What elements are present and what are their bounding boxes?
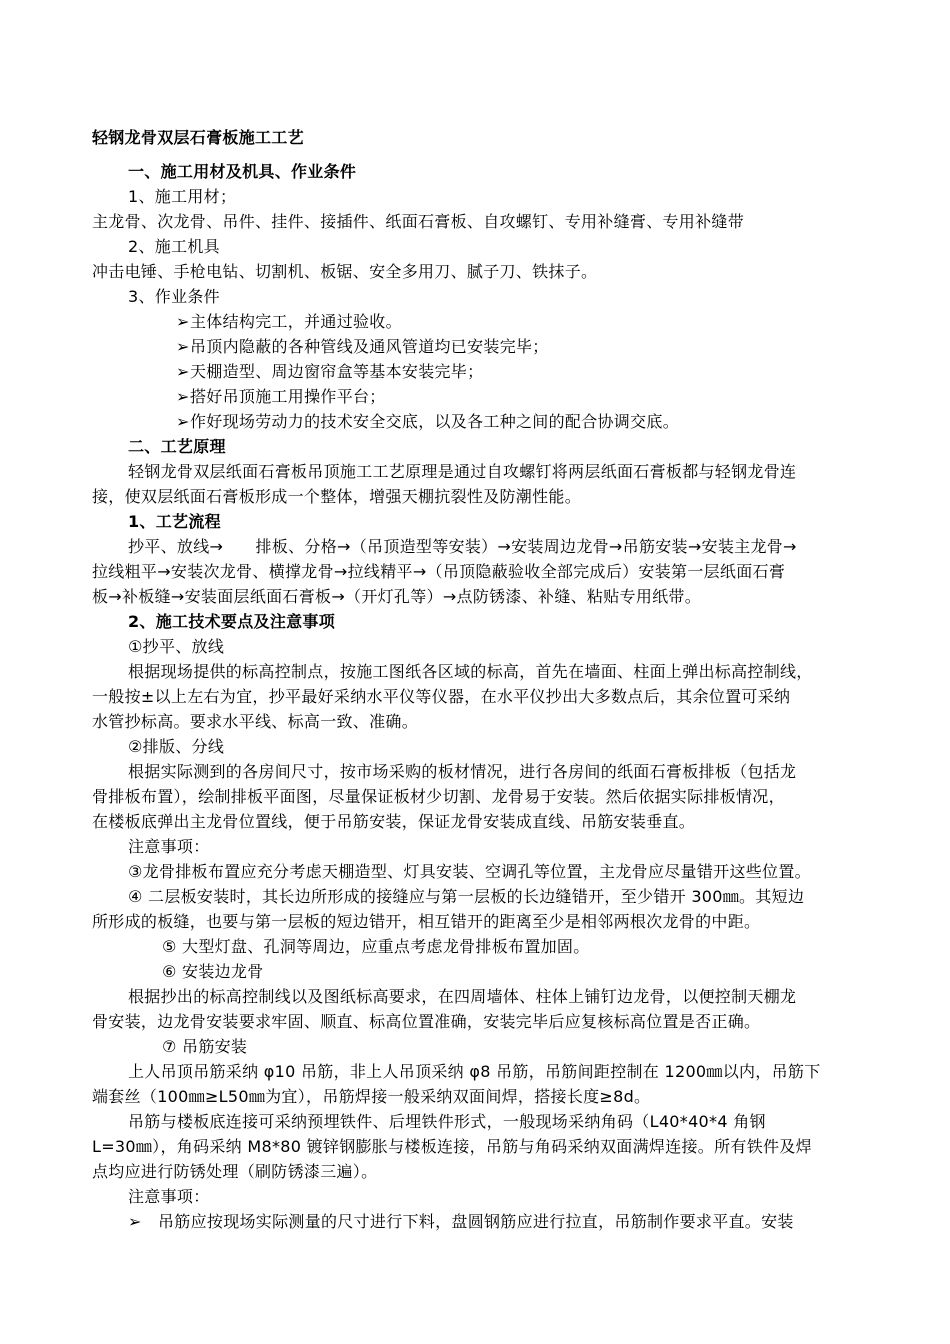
condition-item <box>176 386 386 408</box>
step7-line: 上人吊顶吊筋采纳 φ10 吊筋，非上人吊顶采纳 φ8 吊筋，吊筋间距控制在 1200㎜以内，吊筋下 <box>128 1062 821 1081</box>
step2-line: 骨排板布置），绘制排板平面图，尽量保证板材少切割、龙骨易于安装。然后依据实际排板情况， <box>92 787 785 806</box>
step6-line: 根据抄出的标高控制线以及图纸标高要求，在四周墙体、柱体上铺钉边龙骨，以便控制天棚龙 <box>128 987 797 1006</box>
note2-text: 吊筋应按现场实际测量的尺寸进行下料，盘圆钢筋应进行拉直，吊筋制作要求平直。安装 <box>158 1212 794 1231</box>
note-item-3: ③龙骨排板布置应充分考虑天棚造型、灯具安装、空调孔等位置，主龙骨应尽量错开这些位置。 <box>128 862 811 881</box>
tools-label: 2、施工机具 <box>128 237 220 256</box>
materials-label: 1、施工用材； <box>128 187 237 206</box>
step7-line: L=30㎜），角码采纳 M8*80 镀锌钢膨胀与楼板连接，吊筋与角码采纳双面满焊连接。所有铁件及焊 <box>92 1137 812 1156</box>
bullet-arrow-icon: ➢ <box>176 312 190 331</box>
condition-item <box>176 336 549 358</box>
step2-line: 在楼板底弹出主龙骨位置线，便于吊筋安装，保证龙骨安装成直线、吊筋安装垂直。 <box>92 812 696 831</box>
bullet-arrow-icon: ➢ <box>176 362 190 381</box>
tools-text: 冲击电锤、手枪电钻、切割机、板锯、安全多用刀、腻子刀、铁抹子。 <box>92 262 598 281</box>
bullet-arrow-icon: ➢ <box>176 337 190 356</box>
step2-line: 根据实际测到的各房间尺寸，按市场采购的板材情况，进行各房间的纸面石膏板排板（包括龙 <box>128 762 797 781</box>
condition-text: 主体结构完工，并通过验收。 <box>190 312 402 331</box>
step7-line: 端套丝（100㎜≥L50㎜为宜），吊筋焊接一般采纳双面间焊，搭接长度≥8d。 <box>92 1087 651 1106</box>
note-item-4-line: 所形成的板缝，也要与第一层板的短边错开，相互错开的距离至少是相邻两根次龙骨的中距。 <box>92 912 761 931</box>
flow-heading: 1、工艺流程 <box>128 512 221 531</box>
note2-item <box>128 1211 794 1233</box>
step6-label: ⑥ 安装边龙骨 <box>162 962 264 981</box>
step7-label: ⑦ 吊筋安装 <box>162 1037 248 1056</box>
condition-item <box>176 411 679 433</box>
note1-label: 注意事项： <box>128 837 210 856</box>
flow-line: 板→补板缝→安装面层纸面石膏板→（开灯孔等）→点防锈漆、补缝、粘贴专用纸带。 <box>92 587 702 606</box>
bullet-arrow-icon: ➢ <box>176 387 190 406</box>
step1-label: ①抄平、放线 <box>128 637 225 656</box>
step7-line: 吊筋与楼板底连接可采纳预埋铁件、后埋铁件形式，一般现场采纳角码（L40*40*4 角钢 <box>128 1112 766 1131</box>
materials-text: 主龙骨、次龙骨、吊件、挂件、接插件、纸面石膏板、自攻螺钉、专用补缝膏、专用补缝带 <box>92 212 745 231</box>
flow-line: 抄平、放线→ 排板、分格→（吊顶造型等安装）→安装周边龙骨→吊筋安装→安装主龙骨→ <box>128 537 797 556</box>
principle-line: 接，使双层纸面石膏板形成一个整体，增强天棚抗裂性及防潮性能。 <box>92 487 582 506</box>
step2-label: ②排版、分线 <box>128 737 225 756</box>
step1-line: 根据现场提供的标高控制点，按施工图纸各区域的标高，首先在墙面、柱面上弹出标高控制线， <box>128 662 813 681</box>
principle-line: 轻钢龙骨双层纸面石膏板吊顶施工工艺原理是通过自攻螺钉将两层纸面石膏板都与轻钢龙骨连 <box>128 462 797 481</box>
condition-item <box>176 361 483 383</box>
step1-line: 一般按±以上左右为宜，抄平最好采纳水平仪等仪器，在水平仪抄出大多数点后，其余位置可采纳 <box>92 687 791 706</box>
condition-text: 搭好吊顶施工用操作平台； <box>190 387 386 406</box>
note2-label: 注意事项： <box>128 1187 210 1206</box>
condition-text: 吊顶内隐蔽的各种管线及通风管道均已安装完毕； <box>190 337 549 356</box>
points-heading: 2、施工技术要点及注意事项 <box>128 612 336 631</box>
bullet-arrow-icon: ➢ <box>128 1212 142 1231</box>
bullet-arrow-icon: ➢ <box>176 412 190 431</box>
note-item-4-line: ④ 二层板安装时，其长边所形成的接缝应与第一层板的长边缝错开，至少错开 300㎜。其短边 <box>128 887 805 906</box>
section2-heading: 二、工艺原理 <box>128 437 226 456</box>
step6-line: 骨安装，边龙骨安装要求牢固、顺直、标高位置准确，安装完毕后应复核标高位置是否正确。 <box>92 1012 761 1031</box>
conditions-label: 3、作业条件 <box>128 287 220 306</box>
condition-text: 天棚造型、周边窗帘盒等基本安装完毕； <box>190 362 484 381</box>
note-item-5: ⑤ 大型灯盘、孔洞等周边，应重点考虑龙骨排板布置加固。 <box>162 937 590 956</box>
step7-line: 点均应进行防锈处理（刷防锈漆三遍）。 <box>92 1162 378 1181</box>
section1-heading: 一、施工用材及机具、作业条件 <box>128 162 357 181</box>
condition-text: 作好现场劳动力的技术安全交底，以及各工种之间的配合协调交底。 <box>190 412 680 431</box>
step1-line: 水管抄标高。要求水平线、标高一致、准确。 <box>92 712 419 731</box>
condition-item <box>176 311 402 333</box>
document-title: 轻钢龙骨双层石膏板施工工艺 <box>92 128 304 147</box>
flow-line: 拉线粗平→安装次龙骨、横撑龙骨→拉线精平→（吊顶隐蔽验收全部完成后）安装第一层纸面石膏 <box>92 562 786 581</box>
